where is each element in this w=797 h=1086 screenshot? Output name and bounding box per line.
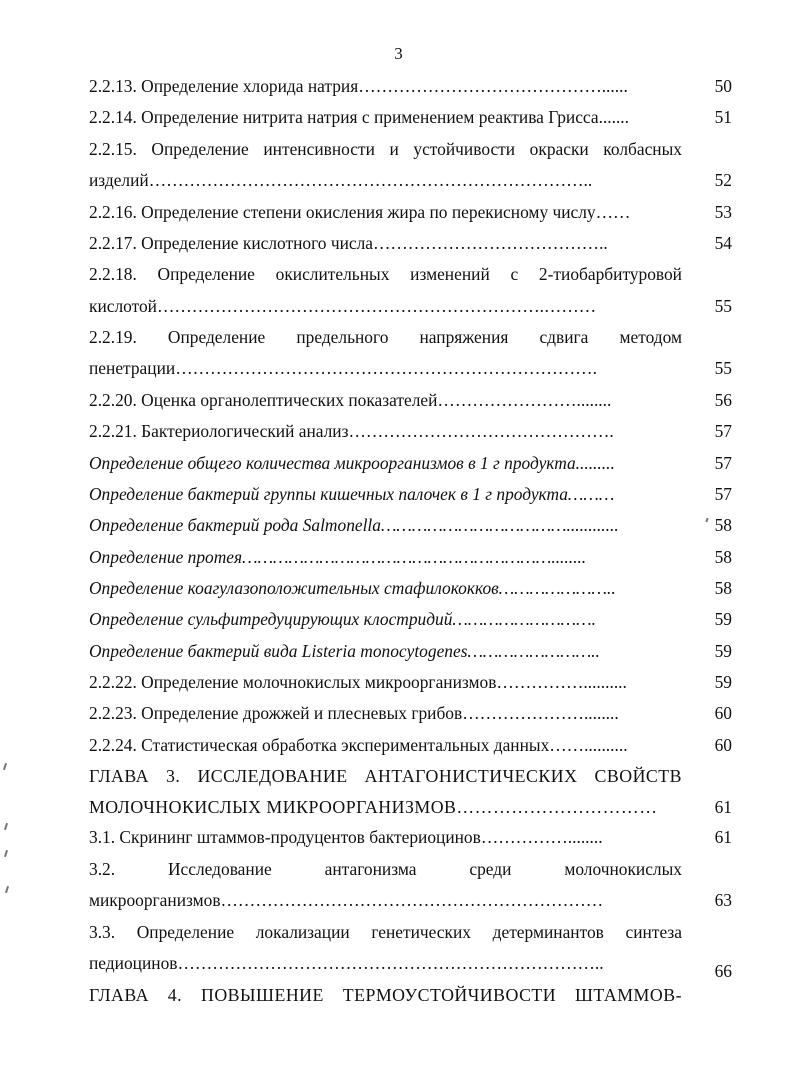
toc-page-number: 60	[714, 703, 732, 723]
toc-page-number: 57	[714, 421, 732, 441]
toc-page-number: 55	[714, 358, 732, 378]
chapter-heading: ГЛАВА 4. ПОВЫШЕНИЕ ТЕРМОУСТОЙЧИВОСТИ ШТАММОВ-	[89, 985, 682, 1005]
toc-line: Определение протея……………………………………………………........	[89, 547, 587, 567]
toc-line: Определение сульфитредуцирующих клостридий……………………….	[89, 609, 596, 629]
toc-line: пенетрации……………………………………………………………….	[89, 358, 597, 378]
scan-mark	[5, 886, 9, 893]
toc-line: 2.2.16. Определение степени окисления жира по перекисному числу……	[89, 202, 631, 222]
toc-page-number: 57	[714, 453, 732, 473]
toc-line: 2.2.20. Оценка органолептических показателей……………………........	[89, 390, 612, 410]
toc-line: Определение бактерий вида Listeria monocytogenes……………………..	[89, 641, 600, 661]
toc-line: 2.2.17. Определение кислотного числа…………………………………..	[89, 233, 608, 253]
toc-page-number: 58	[714, 547, 732, 567]
scan-mark	[4, 823, 8, 830]
toc-line: 2.2.19. Определение предельного напряжения сдвига методом	[89, 327, 682, 347]
toc-line: 2.2.18. Определение окислительных изменений с 2-тиобарбитуровой	[89, 264, 682, 284]
toc-page-number: 59	[714, 641, 732, 661]
toc-line: кислотой………………………………………………………….………	[89, 296, 597, 316]
toc-line: Определение коагулазоположительных стафилококков…………………..	[89, 578, 616, 598]
toc-line: 2.2.22. Определение молочнокислых микроорганизмов……………..........	[89, 672, 627, 692]
toc-page-number: 63	[714, 890, 732, 910]
toc-line: 2.2.14. Определение нитрита натрия с применением реактива Грисса.......	[89, 107, 630, 127]
toc-page-number: 61	[714, 827, 732, 847]
page-number: 3	[394, 44, 403, 63]
chapter-heading: МОЛОЧНОКИСЛЫХ МИКРООРГАНИЗМОВ……………………………	[89, 797, 658, 817]
toc-line: 3.1. Скрининг штаммов-продуцентов бактериоцинов……………........	[89, 827, 603, 847]
toc-line: педиоцинов………………………………………………………………..	[89, 953, 604, 973]
toc-line: Определение бактерий группы кишечных палочек в 1 г продукта………	[89, 484, 615, 504]
toc-line: Определение бактерий рода Salmonella………………………………............	[89, 515, 619, 535]
toc-line: 2.2.13. Определение хлорида натрия……………………………………......	[89, 76, 628, 96]
toc-line: 3.3. Определение локализации генетических детерминантов синтеза	[89, 922, 682, 942]
toc-page-number: 60	[714, 735, 732, 755]
toc-page-number: 61	[714, 797, 732, 817]
toc-page-number: 52	[714, 170, 732, 190]
toc-page-number: 66	[714, 961, 732, 981]
scan-mark	[4, 850, 8, 857]
toc-line: изделий…………………………………………………………………..	[89, 170, 593, 190]
toc-line: микроорганизмов…………………………………………………………	[89, 890, 604, 910]
toc-page-number: 57	[714, 484, 732, 504]
chapter-heading: ГЛАВА 3. ИССЛЕДОВАНИЕ АНТАГОНИСТИЧЕСКИХ СВОЙСТВ	[89, 766, 682, 786]
toc-line: 3.2. Исследование антагонизма среди молочнокислых	[89, 859, 682, 879]
toc-line: Определение общего количества микроорганизмов в 1 г продукта.........	[89, 453, 615, 473]
toc-page-number: 56	[714, 390, 732, 410]
toc-page-number: 55	[714, 296, 732, 316]
toc-page-number: 51	[714, 107, 732, 127]
toc-page-number: 53	[714, 202, 732, 222]
toc-line: 2.2.24. Статистическая обработка экспериментальных данных……..........	[89, 735, 628, 755]
toc-page-number: 50	[714, 76, 732, 96]
scan-mark	[3, 763, 7, 770]
toc-page-number: 58	[714, 515, 732, 535]
toc-line: 2.2.15. Определение интенсивности и устойчивости окраски колбасных	[89, 139, 682, 159]
toc-line: 2.2.21. Бактериологический анализ……………………………………….	[89, 421, 614, 441]
toc-page-number: 59	[714, 609, 732, 629]
toc-page-number: 59	[714, 672, 732, 692]
toc-page-number: 54	[714, 233, 732, 253]
toc-page-number: 58	[714, 578, 732, 598]
toc-line: 2.2.23. Определение дрожжей и плесневых грибов…………………........	[89, 703, 619, 723]
